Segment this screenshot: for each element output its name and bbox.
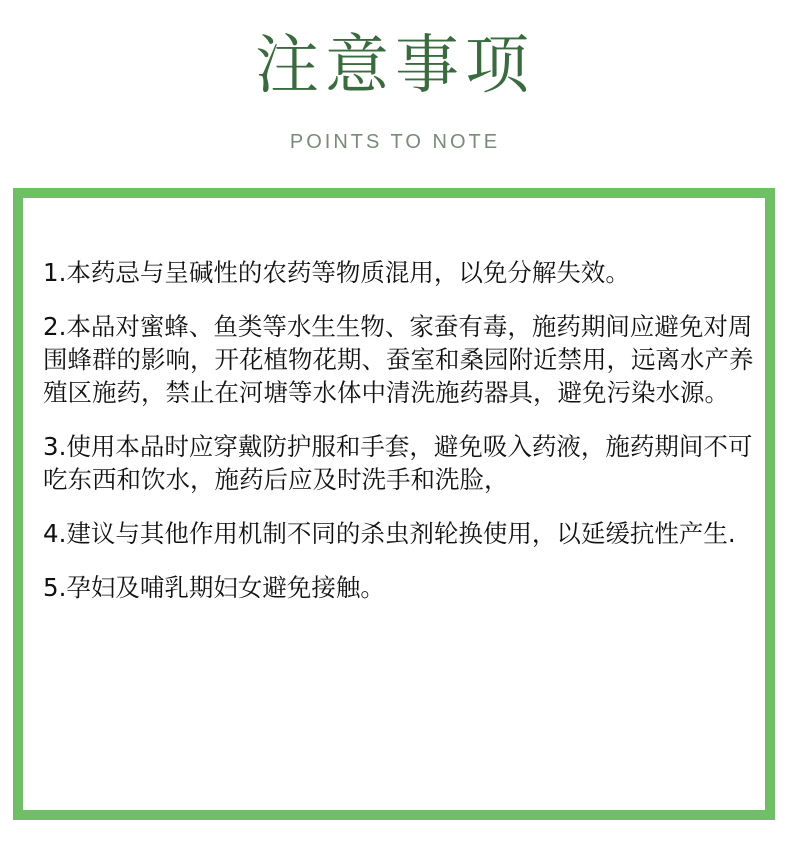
- notice-item-2: 2.本品对蜜蜂、鱼类等水生生物、家蚕有毒，施药期间应避免对周围蜂群的影响，开花植物花期、蚕室和桑园附近禁用，远离水产养殖区施药，禁止在河塘等水体中清洗施药器具，避免污染水源。: [43, 312, 754, 407]
- page-subtitle: POINTS TO NOTE: [289, 131, 501, 153]
- notice-item-1: 1.本药忌与呈碱性的农药等物质混用，以免分解失效。: [43, 258, 630, 287]
- page-title: 注意事项: [255, 29, 535, 103]
- notice-list: [43, 256, 773, 625]
- notice-item-3: 3.使用本品时应穿戴防护服和手套，避免吸入药液，施药期间不可吃东西和饮水，施药后应及时洗手和洗脸，: [43, 432, 753, 494]
- notice-item-4: 4.建议与其他作用机制不同的杀虫剂轮换使用，以延缓抗性产生.: [43, 519, 736, 548]
- notice-item-5: 5.孕妇及哺乳期妇女避免接触。: [43, 573, 385, 602]
- notice-box: [13, 188, 775, 820]
